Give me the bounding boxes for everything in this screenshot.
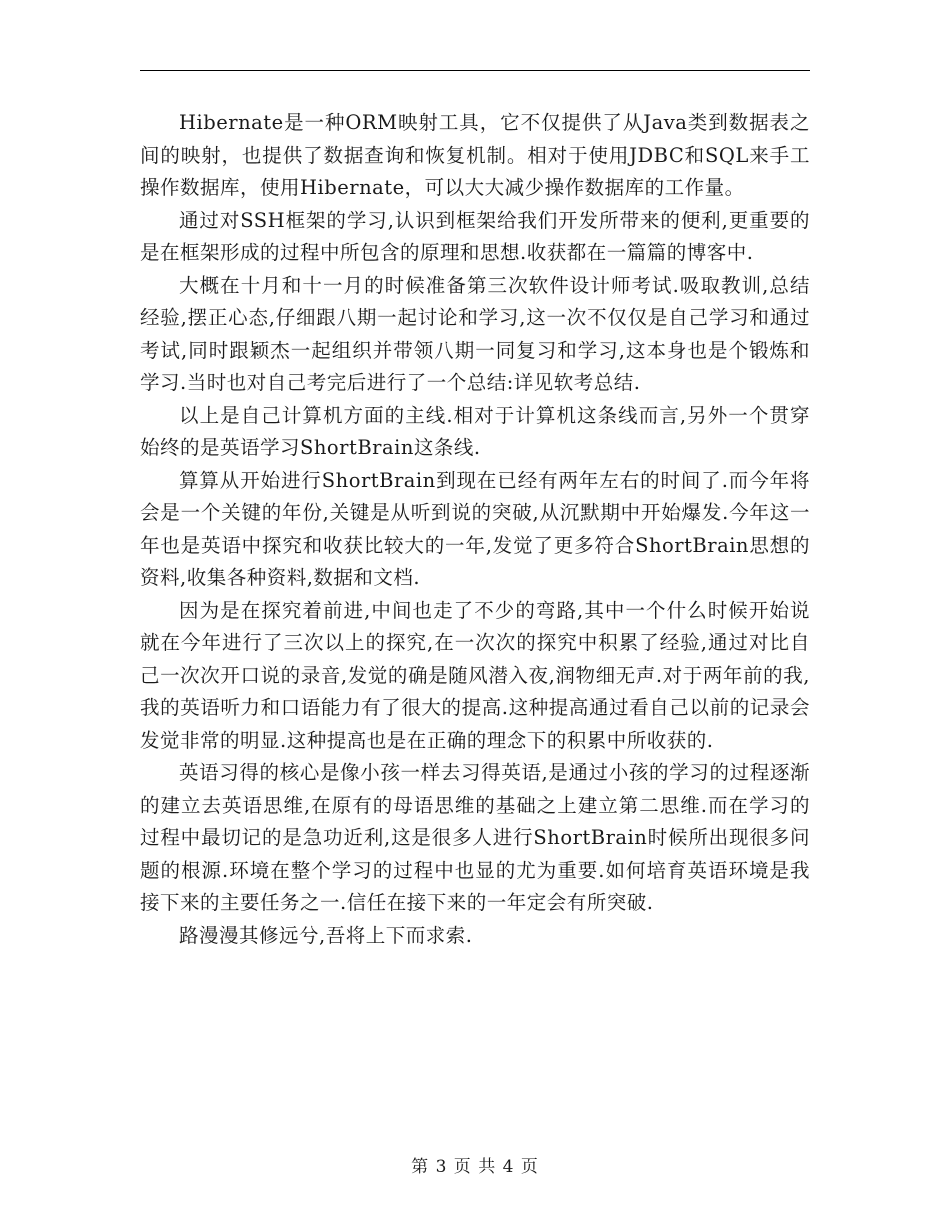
paragraph-closing-quote: 路漫漫其修远兮,吾将上下而求索. [179,923,473,947]
footer-total-pages: 4 [502,1157,515,1177]
paragraph-english-acquisition: 英语习得的核心是像小孩一样去习得英语,是通过小孩的学习的过程逐渐的建立去英语思维,在原有的母语思维的基础之上建立第二思维.而在学习的过程中最切记的是急功近利,这是很多人进行ShortBrain时候所出现很多问题的根源.环境在整个学习的过程中也显的尤为重要.如何培育英语环境是我接下来的主要任务之一.信任在接下来的一年定会有所突破. [140,761,810,914]
paragraph-ssh-framework: 通过对SSH框架的学习,认识到框架给我们开发所带来的便利,更重要的是在框架形成的过程中所包含的原理和思想.收获都在一篇篇的博客中. [140,208,810,264]
body-text [140,107,810,952]
page-footer [0,1152,950,1177]
paragraph-hibernate: Hibernate是一种ORM映射工具，它不仅提供了从Java类到数据表之间的映射，也提供了数据查询和恢复机制。相对于使用JDBC和SQL来手工操作数据库，使用Hibernate，可以大大减少操作数据库的工作量。 [140,111,810,199]
paragraph-exploration: 因为是在探究着前进,中间也走了不少的弯路,其中一个什么时候开始说就在今年进行了三次以上的探究,在一次次的探究中积累了经验,通过对比自己一次次开口说的录音,发觉的确是随风潜入夜,润物细无声.对于两年前的我,我的英语听力和口语能力有了很大的提高.这种提高通过看自己以前的记录会发觉非常的明显.这种提高也是在正确的理念下的积累中所收获的. [140,598,810,752]
footer-middle: 页 共 [453,1157,497,1177]
header-rule [140,70,810,71]
paragraph-software-exam: 大概在十月和十一月的时候准备第三次软件设计师考试.吸取教训,总结经验,摆正心态,仔细跟八期一起讨论和学习,这一次不仅仅是自己学习和通过考试,同时跟颖杰一起组织并带领八期一同复习和学习,这本身也是个锻炼和学习.当时也对自己考完后进行了一个总结:详见软考总结. [140,273,810,394]
footer-page-number: 3 [435,1157,448,1177]
paragraph-shortbrain-progress: 算算从开始进行ShortBrain到现在已经有两年左右的时间了.而今年将会是一个关键的年份,关键是从听到说的突破,从沉默期中开始爆发.今年这一年也是英语中探究和收获比较大的一年,发觉了更多符合ShortBrain思想的资料,收集各种资料,数据和文档. [140,468,810,589]
paragraph-main-lines: 以上是自己计算机方面的主线.相对于计算机这条线而言,另外一个贯穿始终的是英语学习ShortBrain这条线. [140,403,810,459]
footer-prefix: 第 [411,1157,430,1177]
footer-suffix: 页 [520,1157,539,1177]
